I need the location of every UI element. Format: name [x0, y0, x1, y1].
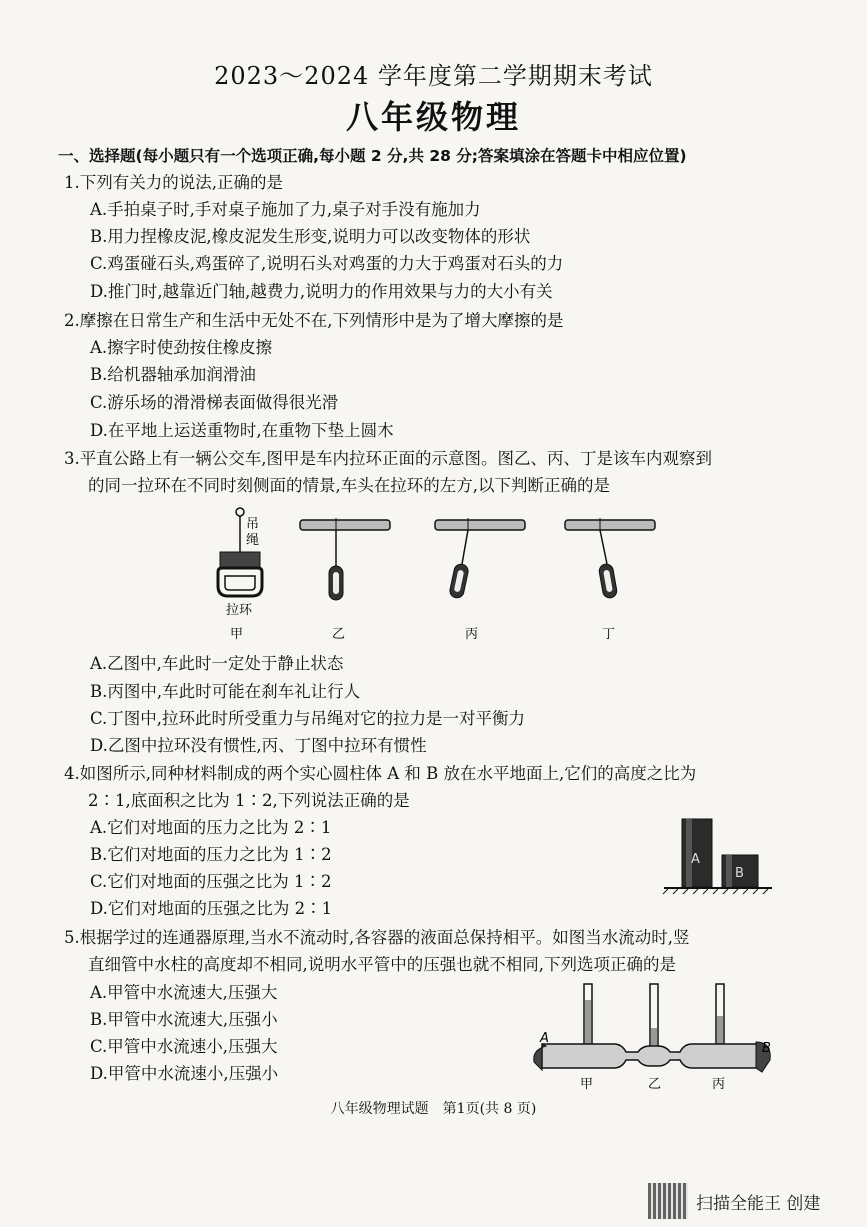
q5-option-a: A.甲管中水流速大,压强大 [90, 983, 278, 1002]
ring-side-view-ding [565, 518, 655, 599]
scanner-watermark [648, 1181, 860, 1221]
ring-side-view-bing [435, 518, 525, 599]
q3-option-d: D.乙图中拉环没有惯性,丙、丁图中拉环有惯性 [90, 736, 427, 755]
rope-label-1: 吊 [246, 517, 260, 532]
caption-jia: 甲 [230, 627, 244, 642]
q5-option-c: C.甲管中水流速小,压强大 [90, 1037, 278, 1056]
q1-option-c: C.鸡蛋碰石头,鸡蛋碎了,说明石头对鸡蛋的力大于鸡蛋对石头的力 [90, 254, 564, 273]
question-1-stem: 1.下列有关力的说法,正确的是 [64, 173, 283, 192]
question-3-stem-2: 的同一拉环在不同时刻侧面的情景,车头在拉环的左方,以下判断正确的是 [88, 476, 610, 495]
pipe-end-a: A [540, 1031, 549, 1046]
exam-title: 2023～2024 学年度第二学期期末考试 [214, 62, 653, 90]
section-heading: 一、选择题(每小题只有一个选项正确,每小题 2 分,共 28 分;答案填涂在答题卡中相应位置) [58, 147, 687, 165]
q4-option-b: B.它们对地面的压力之比为 1∶2 [90, 845, 332, 864]
caption-jia-tube: 甲 [580, 1077, 594, 1092]
watermark-text: 扫描全能王 创建 [696, 1194, 821, 1214]
caption-ding: 丁 [602, 627, 616, 642]
ring-side-view-yi [300, 518, 390, 600]
q5-figure [530, 980, 780, 1095]
q2-option-b: B.给机器轴承加润滑油 [90, 365, 256, 384]
q1-option-d: D.推门时,越靠近门轴,越费力,说明力的作用效果与力的大小有关 [90, 282, 553, 301]
q1-option-a: A.手拍桌子时,手对桌子施加了力,桌子对手没有施加力 [90, 200, 481, 219]
q5-option-d: D.甲管中水流速小,压强小 [90, 1064, 279, 1083]
caption-bing: 丙 [465, 627, 479, 642]
q4-option-c: C.它们对地面的压强之比为 1∶2 [90, 872, 332, 891]
ring-label: 拉环 [226, 603, 253, 618]
question-3-stem-1: 3.平直公路上有一辆公交车,图甲是车内拉环正面的示意图。图乙、丙、丁是该车内观察到 [64, 449, 712, 468]
question-5-stem-2: 直细管中水柱的高度却不相同,说明水平管中的压强也就不相同,下列选项正确的是 [88, 955, 676, 974]
q3-option-b: B.丙图中,车此时可能在刹车礼让行人 [90, 682, 361, 701]
page-footer: 八年级物理试题 第1页(共 8 页) [330, 1101, 537, 1117]
caption-yi: 乙 [332, 627, 346, 642]
q3-option-a: A.乙图中,车此时一定处于静止状态 [90, 654, 344, 673]
cylinder-b-label: B [735, 866, 744, 881]
q2-option-c: C.游乐场的滑滑梯表面做得很光滑 [90, 393, 339, 412]
question-4-stem-1: 4.如图所示,同种材料制成的两个实心圆柱体 A 和 B 放在水平地面上,它们的高度之比为 [64, 764, 697, 783]
q4-option-d: D.它们对地面的压强之比为 2∶1 [90, 899, 333, 918]
subject-title: 八年级物理 [345, 98, 521, 136]
rope-label-2: 绳 [246, 533, 260, 548]
q4-option-a: A.它们对地面的压力之比为 2∶1 [90, 818, 332, 837]
q1-option-b: B.用力捏橡皮泥,橡皮泥发生形变,说明力可以改变物体的形状 [90, 227, 531, 246]
q2-option-d: D.在平地上运送重物时,在重物下垫上圆木 [90, 421, 394, 440]
caption-bing-tube: 丙 [712, 1077, 726, 1092]
pipe-end-b: B [762, 1041, 771, 1056]
cylinder-a-label: A [691, 852, 700, 867]
qr-code-icon [648, 1183, 688, 1219]
q5-option-b: B.甲管中水流速大,压强小 [90, 1010, 278, 1029]
question-2-stem: 2.摩擦在日常生产和生活中无处不在,下列情形中是为了增大摩擦的是 [64, 311, 564, 330]
caption-yi-tube: 乙 [648, 1077, 662, 1092]
q2-option-a: A.擦字时使劲按住橡皮擦 [90, 338, 273, 357]
ring-front-view [218, 508, 262, 618]
q4-figure [660, 815, 780, 895]
q3-option-c: C.丁图中,拉环此时所受重力与吊绳对它的拉力是一对平衡力 [90, 709, 526, 728]
question-4-stem-2: 2∶1,底面积之比为 1∶2,下列说法正确的是 [88, 791, 410, 810]
question-5-stem-1: 5.根据学过的连通器原理,当水不流动时,各容器的液面总保持相平。如图当水流动时,竖 [64, 928, 690, 947]
q3-figure [210, 500, 670, 645]
